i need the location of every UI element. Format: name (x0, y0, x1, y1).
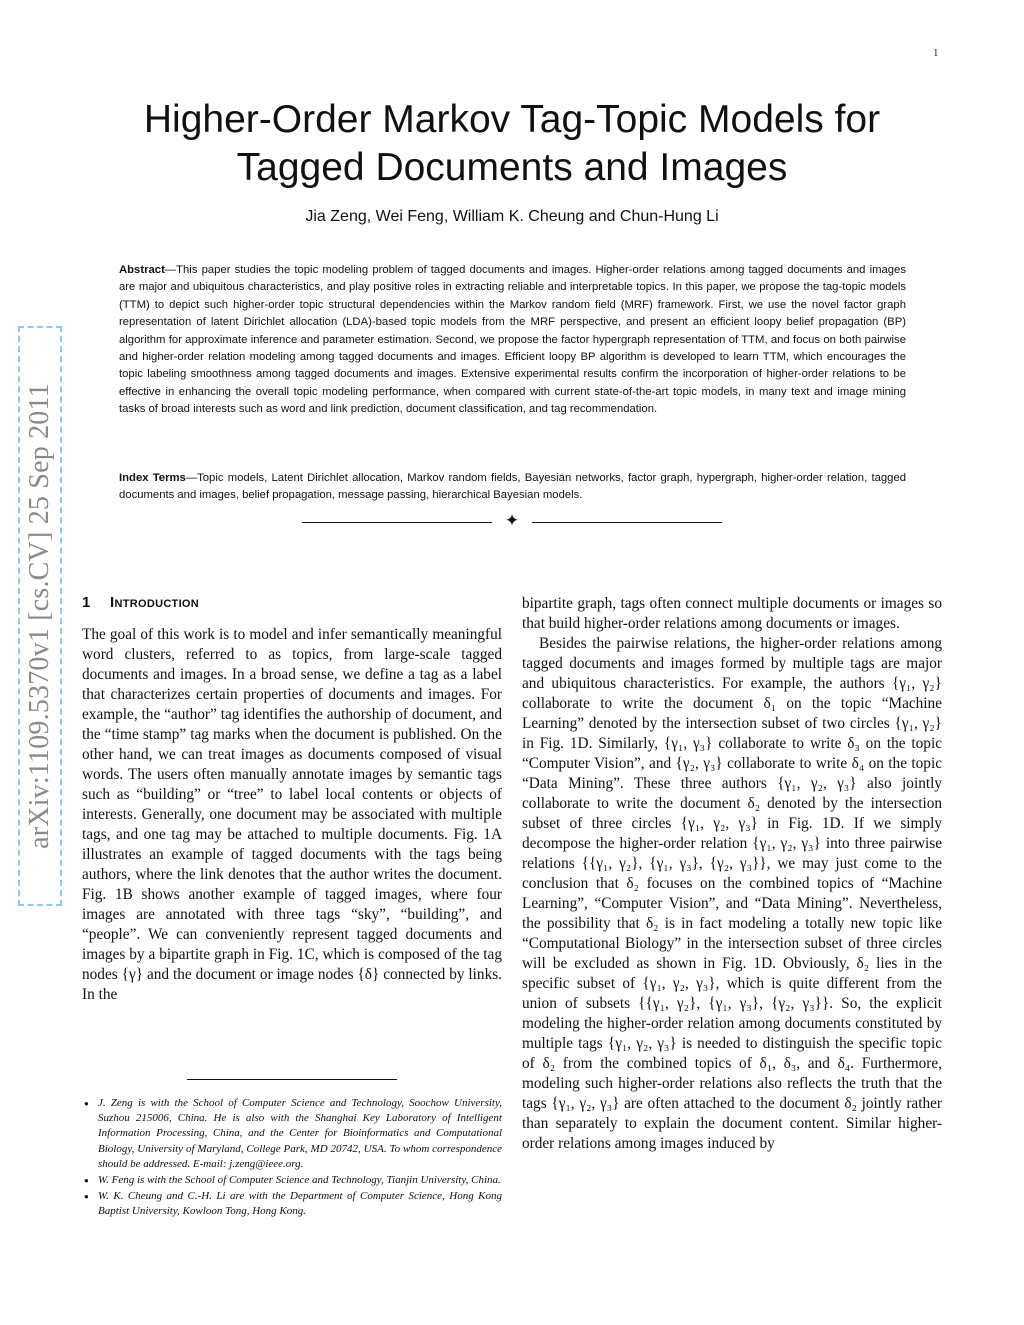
section-title: Introduction (110, 594, 200, 611)
index-terms (119, 470, 906, 505)
separator-star-icon: ✦ (504, 511, 520, 531)
footnotes (82, 1096, 502, 1221)
footnote-rule (187, 1079, 397, 1080)
intro-paragraph-1: The goal of this work is to model and infer semantically meaningful word clusters, referred to as topics, from large-scale tagged documents and images. In a broad sense, we define a tag as a label that characterizes certain properties of documents and images. For example, the “author” tag identifies the authorship of document, and the “time stamp” tag marks when the document is published. On the other hand, we can treat images as documents composed of visual words. The users often manually annotate images by semantic tags such as “building” or “tree” to label local contents or objects of interests. Generally, one document may be associated with multiple tags, and one tag may be attached to multiple documents. Fig. 1A illustrates an example of tagged documents with the tags being authors, where the link denotes that the author writes the document. Fig. 1B shows another example of tagged images, where four images are annotated with three tags “sky”, “building”, and “people”. We can conveniently represent tagged documents and images by a bipartite graph in Fig. 1C, which is composed of the tag nodes {γ} and the document or image nodes {δ} connected by links. In the (82, 626, 502, 1003)
left-column (82, 625, 502, 1005)
index-terms-label: Index Terms (119, 472, 186, 484)
footnote-text: J. Zeng is with the School of Computer Science and Technology, Soochow University, Suzhou 215006, China. He is also with the Shanghai Key Laboratory of Intelligent Information Processing, China, and the Center for Bioinformatics and Computational Biology, University of Maryland, College Park, MD 20742, USA. To whom correspondence should be addressed. E-mail: j.zeng@ieee.org. (98, 1097, 502, 1170)
section-number: 1 (82, 594, 91, 611)
title-line-1: Higher-Order Markov Tag-Topic Models for (143, 98, 881, 141)
index-terms-text: —Topic models, Latent Dirichlet allocation, Markov random fields, Bayesian networks, factor graph, hypergraph, higher-order relation, tagged documents and images, belief propagation, message passing, hierarchical Bayesian models. (119, 472, 907, 502)
separator-rule-left (302, 522, 492, 523)
intro-paragraph-continued: bipartite graph, tags often connect multiple documents or images so that build higher-order relations among documents or images. (522, 595, 942, 632)
author-list: Jia Zeng, Wei Feng, William K. Cheung and Chun-Hung Li (305, 208, 719, 225)
abstract-text: —This paper studies the topic modeling problem of tagged documents and images. Higher-order relations among tagged documents and images are major and ubiquitous characteristics, and play positive roles in extracting reliable and interpretable topics. In this paper, we propose the tag-topic models (TTM) to depict such higher-order topic structural dependencies within the Markov random field (MRF) framework. First, we use the novel factor graph representation of latent Dirichlet allocation (LDA)-based topic models from the MRF perspective, and present an efficient loopy belief propagation (BP) algorithm for approximate inference and parameter estimation. Second, we propose the factor hypergraph representation of TTM, and focus on both pairwise and higher-order relation modeling among tagged documents and images. Efficient loopy BP algorithm is developed to learn TTM, which encourages the topic labeling smoothness among tagged documents and images. Extensive experimental results confirm the incorporation of higher-order relations to be effective in enhancing the overall topic modeling performance, when compared with current state-of-the-art topic models, in many text and image mining tasks of broad interests such as word and link prediction, document classification, and tag recommendation. (119, 264, 906, 416)
footnote-text: W. Feng is with the School of Computer Science and Technology, Tianjin University, China. (98, 1174, 501, 1187)
intro-paragraph-2: Besides the pairwise relations, the higher-order relations among tagged documents and images formed by multiple tags are major and ubiquitous characteristics. For example, the authors {γ₁, γ₂} collaborate to write the document δ₁ on the topic “Machine Learning” denoted by the intersection subset of two circles {γ₁, γ₂} in Fig. 1D. Similarly, {γ₁, γ₃} collaborate to write δ₃ on the topic “Computer Vision”, and {γ₂, γ₃} collaborate to write δ₄ on the topic “Data Mining”. These three authors {γ₁, γ₂, γ₃} also jointly collaborate to write the document δ₂ denoted by the intersection subset of three circles {γ₁, γ₂, γ₃} in Fig. 1D. If we simply decompose the higher-order relation {γ₁, γ₂, γ₃} into three pairwise relations {{γ₁, γ₂}, {γ₁, γ₃}, {γ₂, γ₃}}, we may just come to the conclusion that δ₂ focuses on the combined topics of “Machine Learning”, “Computer Vision”, and “Data Mining”. Nevertheless, the possibility that δ₂ is in fact modeling a totally new topic like “Computational Biology” in the intersection subset of three circles will be excluded as shown in Fig. 1D. Obviously, δ₂ lies in the specific subset of {γ₁, γ₂, γ₃}, which is quite different from the union of subsets {{γ₁, γ₂}, {γ₁, γ₃}, {γ₂, γ₃}}. So, the explicit modeling the higher-order relation among documents constituted by multiple tags {γ₁, γ₂, γ₃} is needed to distinguish the specific topic of δ₂ from the combined topics of δ₁, δ₃, and δ₄. Furthermore, modeling such higher-order relations also reflects the truth that the tags {γ₁, γ₂, γ₃} are often attached to the document δ₂ jointly rather than separately to explain the document content. Similar higher-order relations among images induced by (522, 635, 942, 1152)
abstract (119, 262, 906, 419)
separator-rule-right (532, 522, 722, 523)
bullet-icon: ● (84, 1192, 89, 1202)
paper-title (100, 96, 924, 192)
right-column (522, 594, 942, 1154)
page-number: 1 (933, 47, 939, 59)
title-line-2: Tagged Documents and Images (236, 146, 788, 189)
arxiv-stamp (18, 326, 62, 906)
arxiv-identifier: arXiv:1109.5370v1 [cs.CV] 25 Sep 2011 (24, 383, 55, 849)
abstract-label: Abstract (119, 264, 165, 276)
bullet-icon: ● (84, 1099, 89, 1108)
section-heading (82, 594, 502, 611)
footnote-item (82, 1096, 502, 1172)
footnote-item (82, 1189, 502, 1219)
bullet-icon: ● (84, 1176, 89, 1186)
footnote-item (82, 1173, 502, 1188)
footnote-text: W. K. Cheung and C.-H. Li are with the Department of Computer Science, Hong Kong Baptist University, Kowloon Tong, Hong Kong. (98, 1190, 502, 1218)
